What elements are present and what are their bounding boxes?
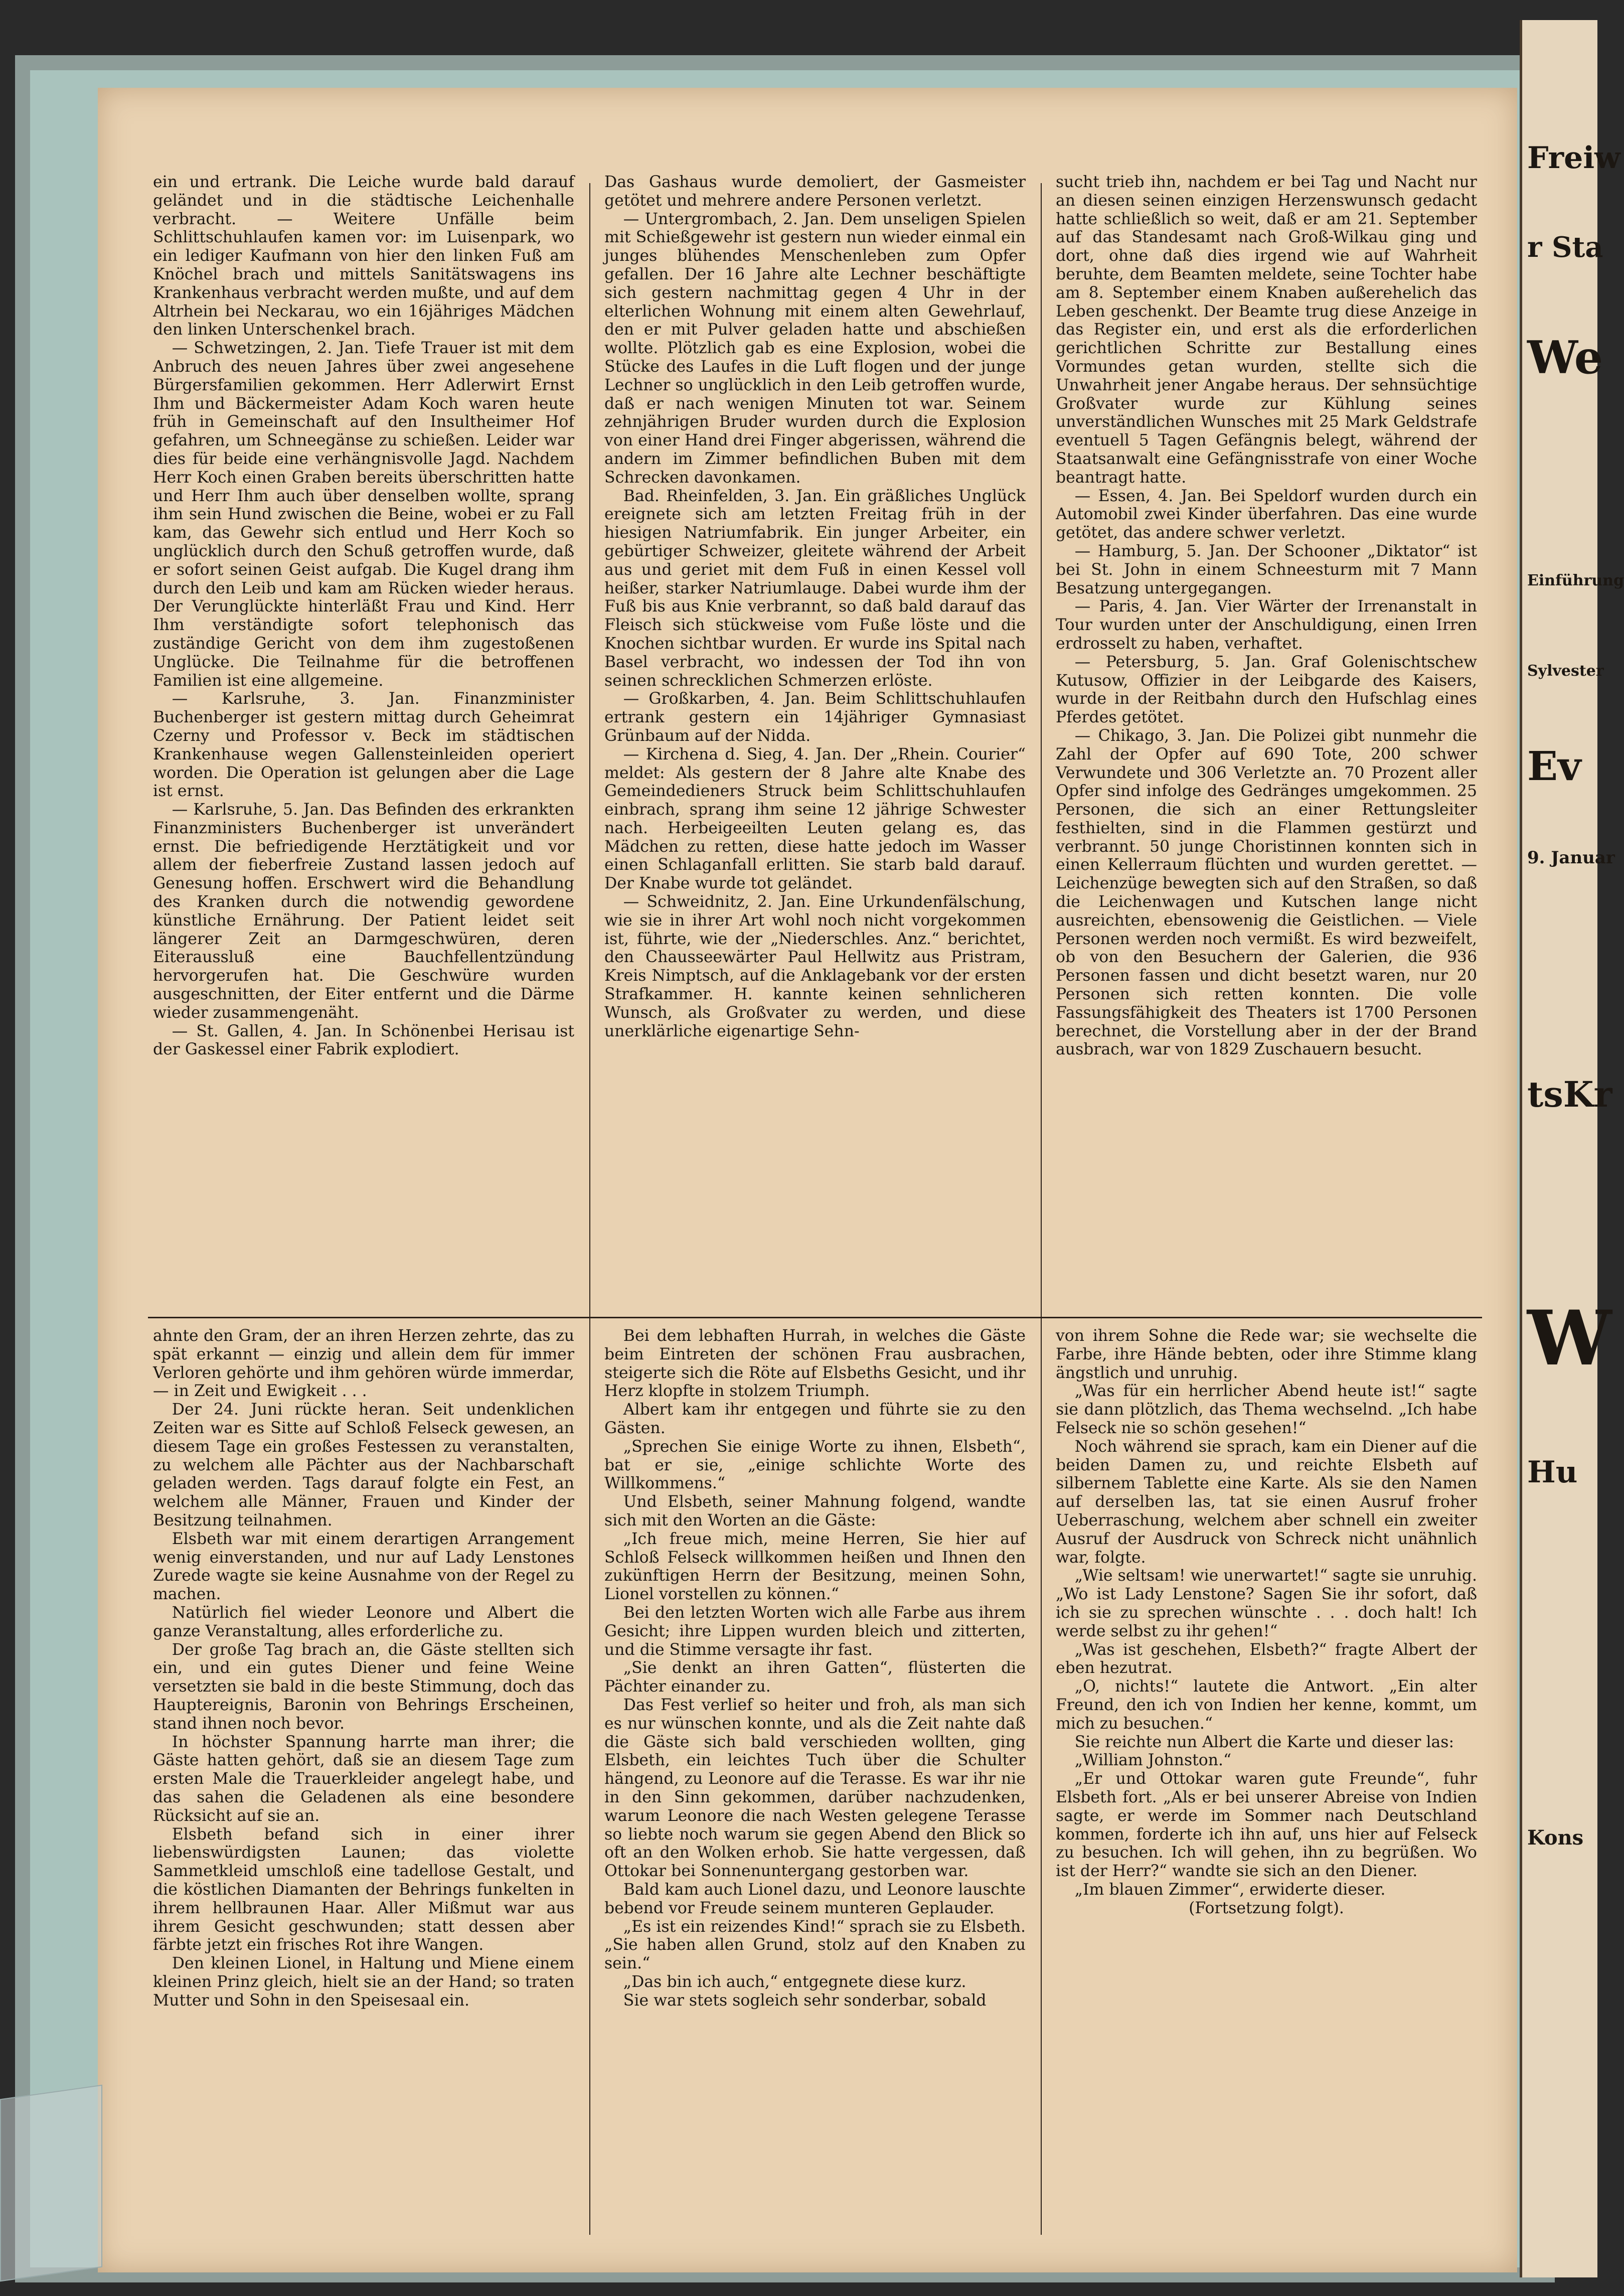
column-bottom-3 (1056, 1327, 1477, 1918)
article-paragraph: „Ich freue mich, meine Herren, Sie hier auf Schloß Felseck willkommen heißen und Ihnen den zukünftigen Herrn der Besitzung, meinen Sohn, Lionel vorstellen zu können.“ (604, 1529, 1026, 1604)
article-paragraph: In höchster Spannung harrte man ihrer; die Gäste hatten gehört, daß sie an diesem Tage zum ersten Male die Trauerkleider angelegt habe, und das sahen die Geladenen als eine besondere Rücksicht auf sie an. (153, 1733, 574, 1825)
adjacent-page-fragment: Freiw (1527, 140, 1620, 176)
newspaper-page (98, 88, 1517, 2272)
article-paragraph: — Schwetzingen, 2. Jan. Tiefe Trauer ist mit dem Anbruch des neuen Jahres über zwei angesehene Bürgersfamilien gekommen. Herr Adlerwirt Ernst Ihm und Bäckermeister Adam Koch waren heute früh in Gemeinschaft auf den Insultheimer Hof gefahren, um Schneegänse zu schießen. Leider war dies für beide eine verhängnisvolle Jagd. Nachdem Herr Koch einen Graben bereits überschritten hatte und Herr Ihm auch über denselben wollte, sprang ihm sein Hund zwischen die Beine, wobei er zu Fall kam, das Gewehr sich entlud und Herr Koch so unglücklich durch den Schuß getroffen wurde, daß er sofort seinen Geist aufgab. Die Kugel drang ihm durch den Leib und kam am Rücken wieder heraus. Der Verunglückte hinterläßt Frau und Kind. Herr Ihm verständigte sofort telephonisch das zuständige Gericht von dem ihm zugestoßenen Unglücke. Die Teilnahme für die betroffenen Familien ist eine allgemeine. (153, 339, 574, 690)
article-paragraph: Der große Tag brach an, die Gäste stellten sich ein, und ein gutes Diener und feine Weine versetzten sie bald in die beste Stimmung, doch das Hauptereignis, Baronin von Behrings Erscheinen, stand ihnen noch bevor. (153, 1640, 574, 1733)
article-paragraph: — Kirchena d. Sieg, 4. Jan. Der „Rhein. Courier“ meldet: Als gestern der 8 Jahre alte Knabe des Gemeindedieners Struck beim Schlittschuhlaufen einbrach, sprang ihm seine 12 jährige Schwester nach. Herbeigeeilten Leuten gelang es, das Mädchen zu retten, diese hatte jedoch im Wasser einen Schlaganfall erlitten. Sie starb bald darauf. Der Knabe wurde tot geländet. (604, 745, 1026, 893)
article-paragraph: „Er und Ottokar waren gute Freunde“, fuhr Elsbeth fort. „Als er bei unserer Abreise von Indien sagte, er werde im Sommer nach Deutschland kommen, forderte ich ihn auf, uns hier auf Felseck zu besuchen. Ich will gehen, ihn zu begrüßen. Wo ist der Herr?“ wandte sie sich an den Diener. (1056, 1770, 1477, 1881)
article-paragraph: Elsbeth befand sich in einer ihrer liebenswürdigsten Launen; das violette Sammetkleid umschloß eine tadellose Gestalt, und die köstlichen Diamanten der Behrings funkelten in ihrem hellbraunen Haar. Aller Mißmut war aus ihrem Gesicht geschwunden; statt dessen aber färbte jetzt ein frisches Rot ihre Wangen. (153, 1825, 574, 1954)
feuilleton-separator (148, 1317, 1482, 1318)
adjacent-page-fragment: Kons (1527, 1826, 1584, 1850)
article-paragraph: „O, nichts!“ lautete die Antwort. „Ein alter Freund, den ich von Indien her kenne, kommt, um mich zu besuchen.“ (1056, 1677, 1477, 1733)
article-paragraph: — Petersburg, 5. Jan. Graf Golenischtschew Kutusow, Offizier in der Leibgarde des Kaisers, wurde in der Reitbahn durch den Hufschlag eines Pferdes getötet. (1056, 653, 1477, 727)
column-top-3 (1056, 173, 1477, 1059)
article-paragraph: Albert kam ihr entgegen und führte sie zu den Gästen. (604, 1401, 1026, 1437)
adjacent-page-fragment: Hu (1527, 1455, 1578, 1490)
article-paragraph: Den kleinen Lionel, in Haltung und Miene einem kleinen Prinz gleich, hielt sie an der Hand; so traten Mutter und Sohn in den Speisesaal ein. (153, 1954, 574, 2010)
article-paragraph: „Was für ein herrlicher Abend heute ist!“ sagte sie dann plötzlich, das Thema wechselnd. „Ich habe Felseck nie so schön gesehen!“ (1056, 1382, 1477, 1437)
column-top-1 (153, 173, 574, 1059)
article-paragraph: Bei dem lebhaften Hurrah, in welches die Gäste beim Eintreten der schönen Frau ausbrachen, steigerte sich die Röte auf Elsbeths Gesicht, und ihr Herz klopfte in stolzem Triumph. (604, 1327, 1026, 1401)
column-rule-bottom-2 (1041, 1332, 1042, 2235)
adjacent-page-edge (1520, 20, 1624, 2277)
article-paragraph: — Chikago, 3. Jan. Die Polizei gibt nunmehr die Zahl der Opfer auf 690 Tote, 200 schwer Verwundete und 306 Verletzte an. 70 Prozent aller Opfer sind infolge des Gedränges umgekommen. 25 Personen, die sich an einer Rettungsleiter festhielten, sind in die Flammen gestürzt und verbrannt. 50 junge Choristinnen konnten sich in einen Kellerraum flüchten und wurden gerettet. — Leichenzüge bewegten sich auf den Straßen, so daß die Leichenwagen und Kutschen lange nicht ausreichten, ebensowenig die Geistlichen. — Viele Personen werden noch vermißt. Es wird bezweifelt, ob von den Besuchern der Galerien, die 936 Personen fassen und dicht besetzt waren, nur 20 Personen sich retten konnten. Die volle Fassungsfähigkeit des Theaters ist 1700 Personen berechnet, die Vorstellung aber in der der Brand ausbrach, war von 1829 Zuschauern besucht. (1056, 726, 1477, 1059)
article-paragraph: „William Johnston.“ (1074, 1751, 1232, 1770)
article-paragraph: sucht trieb ihn, nachdem er bei Tag und Nacht nur an diesen seinen einzigen Herzenswunsch gedacht hatte schließlich so weit, daß er am 21. September auf das Standesamt nach Groß-Wilkau ging und dort, ohne daß dies irgend wie auf Wahrheit beruhte, dem Beamten meldete, seine Tochter habe am 8. September einem Knaben außerehelich das Leben geschenkt. Der Beamte trug diese Anzeige in das Register ein, und erst als die erforderlichen gerichtlichen Schritte zur Bestallung eines Vormundes getan wurden, stellte sich die Unwahrheit jener Angabe heraus. Der sehnsüchtige Großvater wurde zur Kühlung seines unverständlichen Wunsches mit 25 Mark Geldstrafe eventuell 5 Tagen Gefängnis belegt, während der Staatsanwalt eine Gefängnisstrafe von einer Woche beantragt hatte. (1056, 173, 1477, 487)
article-paragraph: ahnte den Gram, der an ihren Herzen zehrte, das zu spät erkannt — einzig und allein dem für immer Verloren gehörte und ihm gehören würde immerdar, — in Zeit und Ewigkeit . . . (153, 1327, 574, 1401)
scan-ruler (0, 2085, 102, 2282)
adjacent-page-fragment: W (1527, 1294, 1612, 1383)
article-paragraph: „Es ist ein reizendes Kind!“ sprach sie zu Elsbeth. „Sie haben allen Grund, stolz auf den Knaben zu sein.“ (604, 1917, 1026, 1973)
article-paragraph: Sie war stets sogleich sehr sonderbar, sobald (623, 1991, 987, 2010)
column-rule-top-1 (589, 183, 590, 1387)
article-paragraph: — Großkarben, 4. Jan. Beim Schlittschuhlaufen ertrank gestern ein 14jähriger Gymnasiast Grünbaum auf der Nidda. (604, 690, 1026, 745)
article-paragraph: — Karlsruhe, 3. Jan. Finanzminister Buchenberger ist gestern mittag durch Geheimrat Czerny und Professor v. Beck im städtischen Krankenhause wegen Gallensteinleiden operiert worden. Die Operation ist gelungen aber die Lage ist ernst. (153, 690, 574, 801)
column-bottom-1 (153, 1327, 574, 2010)
article-paragraph: Elsbeth war mit einem derartigen Arrangement wenig einverstanden, und nur auf Lady Lenstones Zurede wagte sie keine Ausnahme von der Regel zu machen. (153, 1529, 574, 1604)
article-paragraph: „Im blauen Zimmer“, erwiderte dieser. (1074, 1880, 1386, 1899)
article-paragraph: — Karlsruhe, 5. Jan. Das Befinden des erkrankten Finanzministers Buchenberger ist unverändert ernst. Die befriedigende Herztätigkeit und vor allem der fieberfreie Zustand lassen jedoch auf Genesung hoffen. Erschwert wird die Behandlung des Kranken durch die notwendig gewordene künstliche Ernährung. Der Patient leidet seit längerer Zeit an Darmgeschwüren, deren Eiteraussluß eine Bauchfellentzündung hervorgerufen hat. Die Geschwüre wurden ausgeschnitten, der Eiter entfernt und die Därme wieder zusammengenäht. (153, 801, 574, 1022)
article-paragraph: „Sie denkt an ihren Gatten“, flüsterten die Pächter einander zu. (604, 1659, 1026, 1696)
article-paragraph: — Hamburg, 5. Jan. Der Schooner „Diktator“ ist bei St. John in einem Schneesturm mit 7 Mann Besatzung untergegangen. (1056, 542, 1477, 597)
article-paragraph: — Paris, 4. Jan. Vier Wärter der Irrenanstalt in Tour wurden unter der Anschuldigung, einen Irren erdrosselt zu haben, verhaftet. (1056, 597, 1477, 653)
article-paragraph: von ihrem Sohne die Rede war; sie wechselte die Farbe, ihre Hände bebten, oder ihre Stimme klang ängstlich und unruhig. (1056, 1327, 1477, 1382)
article-paragraph: Natürlich fiel wieder Leonore und Albert die ganze Veranstaltung, alles erforderliche zu. (153, 1603, 574, 1640)
article-paragraph: ein und ertrank. Die Leiche wurde bald darauf geländet und in die städtische Leichenhalle verbracht. — Weitere Unfälle beim Schlittschuhlaufen kamen vor: im Luisenpark, wo ein lediger Kaufmann von hier den linken Fuß am Knöchel brach und mittels Sanitätswagens ins Krankenhaus verbracht werden mußte, und auf dem Altrhein bei Neckarau, wo ein 16jähriges Mädchen den linken Unterschenkel brach. (153, 173, 574, 339)
column-top-2 (604, 173, 1026, 1040)
article-paragraph: — Untergrombach, 2. Jan. Dem unseligen Spielen mit Schießgewehr ist gestern nun wieder einmal ein junges blühendes Menschenleben zum Opfer gefallen. Der 16 Jahre alte Lechner beschäftigte sich gestern nachmittag gegen 4 Uhr in der elterlichen Wohnung mit einem alten Gewehrlauf, den er mit Pulver geladen hatte und abschießen wollte. Plötzlich gab es eine Explosion, wobei die Stücke des Laufes in die Luft flogen und der junge Lechner so unglücklich in den Leib getroffen wurde, daß er nach wenigen Minuten tot war. Seinem zehnjährigen Bruder wurden durch die Explosion von einer Hand drei Finger abgerissen, während die andern im Zimmer befindlichen Buben mit dem Schrecken davonkamen. (604, 210, 1026, 487)
column-rule-top-2 (1041, 183, 1042, 1387)
adjacent-page-fragment: Sylvester (1527, 662, 1604, 680)
article-paragraph: Das Fest verlief so heiter und froh, als man sich es nur wünschen konnte, und als die Zeit nahte daß die Gäste sich bald verschieden wollten, ging Elsbeth, ein leichtes Tuch über die Schulter hängend, zu Leonore auf die Terasse. Es war ihr nie in den Sinn gekommen, darüber nachzudenken, warum Leonore die nach Westen gelegene Terasse so liebte noch warum sie gegen Abend den Blick so oft an den Wolken erhob. Sie hatte vergessen, daß Ottokar bei Sonnenuntergang gestorben war. (604, 1696, 1026, 1881)
article-paragraph: — Essen, 4. Jan. Bei Speldorf wurden durch ein Automobil zwei Kinder überfahren. Das eine wurde getötet, das andere schwer verletzt. (1056, 487, 1477, 542)
column-rule-bottom-1 (589, 1332, 590, 2235)
article-paragraph: „Das bin ich auch,“ entgegnete diese kurz. (623, 1972, 966, 1991)
adjacent-page-fragment: Einführung (1527, 572, 1624, 589)
article-paragraph: Und Elsbeth, seiner Mahnung folgend, wandte sich mit den Worten an die Gäste: (604, 1493, 1026, 1529)
adjacent-page-fragment: r Sta (1527, 231, 1603, 264)
article-paragraph: — Schweidnitz, 2. Jan. Eine Urkundenfälschung, wie sie in ihrer Art wohl noch nicht vorgekommen ist, führte, wie der „Niederschles. Anz.“ berichtet, den Chausseewärter Paul Hellwitz aus Pristram, Kreis Nimptsch, auf die Anklagebank vor der ersten Strafkammer. H. kannte keinen sehnlicheren Wunsch, als Großvater zu werden, und diese unerklärliche eigenartige Sehn- (604, 893, 1026, 1040)
adjacent-page-fragment: We (1527, 331, 1603, 384)
article-paragraph: „Sprechen Sie einige Worte zu ihnen, Elsbeth“, bat er sie, „einige schlichte Worte des Willkommens.“ (604, 1437, 1026, 1493)
article-paragraph: Bei den letzten Worten wich alle Farbe aus ihrem Gesicht; ihre Lippen wurden bleich und zitterten, und die Stimme versagte ihr fast. (604, 1603, 1026, 1659)
article-paragraph: (Fortsetzung folgt). (1189, 1899, 1344, 1917)
article-paragraph: Bad. Rheinfelden, 3. Jan. Ein gräßliches Unglück ereignete sich am letzten Freitag früh in der hiesigen Natriumfabrik. Ein junger Arbeiter, ein gebürtiger Schweizer, gleitete während der Arbeit aus und geriet mit dem Fuß in einen Kessel voll heißer, starker Natriumlauge. Dabei wurde ihm der Fuß bis aus Knie verbrannt, so daß bald darauf das Fleisch sich stückweise vom Fuße löste und die Knochen sichtbar wurden. Er wurde ins Spital nach Basel verbracht, wo indessen der Tod ihn von seinen schrecklichen Schmerzen erlöste. (604, 487, 1026, 690)
article-paragraph: „Was ist geschehen, Elsbeth?“ fragte Albert der eben hezutrat. (1056, 1640, 1477, 1677)
adjacent-page-fragment: 9. Januar (1527, 848, 1615, 868)
article-paragraph: — St. Gallen, 4. Jan. In Schönenbei Herisau ist der Gaskessel einer Fabrik explodiert. (153, 1022, 574, 1059)
article-paragraph: Noch während sie sprach, kam ein Diener auf die beiden Damen zu, und reichte Elsbeth auf silbernem Tablette eine Karte. Als sie den Namen auf derselben las, tat sie einen Ausruf froher Ueberraschung, welchem aber schnell ein zweiter Ausruf der Ausdruck von Schreck nicht unähnlich war, folgte. (1056, 1437, 1477, 1567)
article-paragraph: „Wie seltsam! wie unerwartet!“ sagte sie unruhig. „Wo ist Lady Lenstone? Sagen Sie ihr sofort, daß ich sie zu sprechen wünschte . . . doch halt! Ich werde selbst zu ihr gehen!“ (1056, 1567, 1477, 1640)
column-bottom-2 (604, 1327, 1026, 2010)
adjacent-page-fragment: Ev (1527, 742, 1581, 790)
article-paragraph: Sie reichte nun Albert die Karte und dieser las: (1074, 1733, 1454, 1751)
article-paragraph: Der 24. Juni rückte heran. Seit undenklichen Zeiten war es Sitte auf Schloß Felseck gewesen, an diesem Tage ein großes Festessen zu veranstalten, zu welchem alle Pächter aus der Nachbarschaft geladen werden. Tags darauf folgte ein Fest, an welchem alle Männer, Frauen und Kinder der Besitzung teilnahmen. (153, 1401, 574, 1529)
article-paragraph: Das Gashaus wurde demoliert, der Gasmeister getötet und mehrere andere Personen verletzt. (604, 173, 1026, 210)
adjacent-page-fragment: tsKr (1527, 1074, 1612, 1115)
article-paragraph: Bald kam auch Lionel dazu, und Leonore lauschte bebend vor Freude seinem munteren Geplauder. (604, 1880, 1026, 1917)
